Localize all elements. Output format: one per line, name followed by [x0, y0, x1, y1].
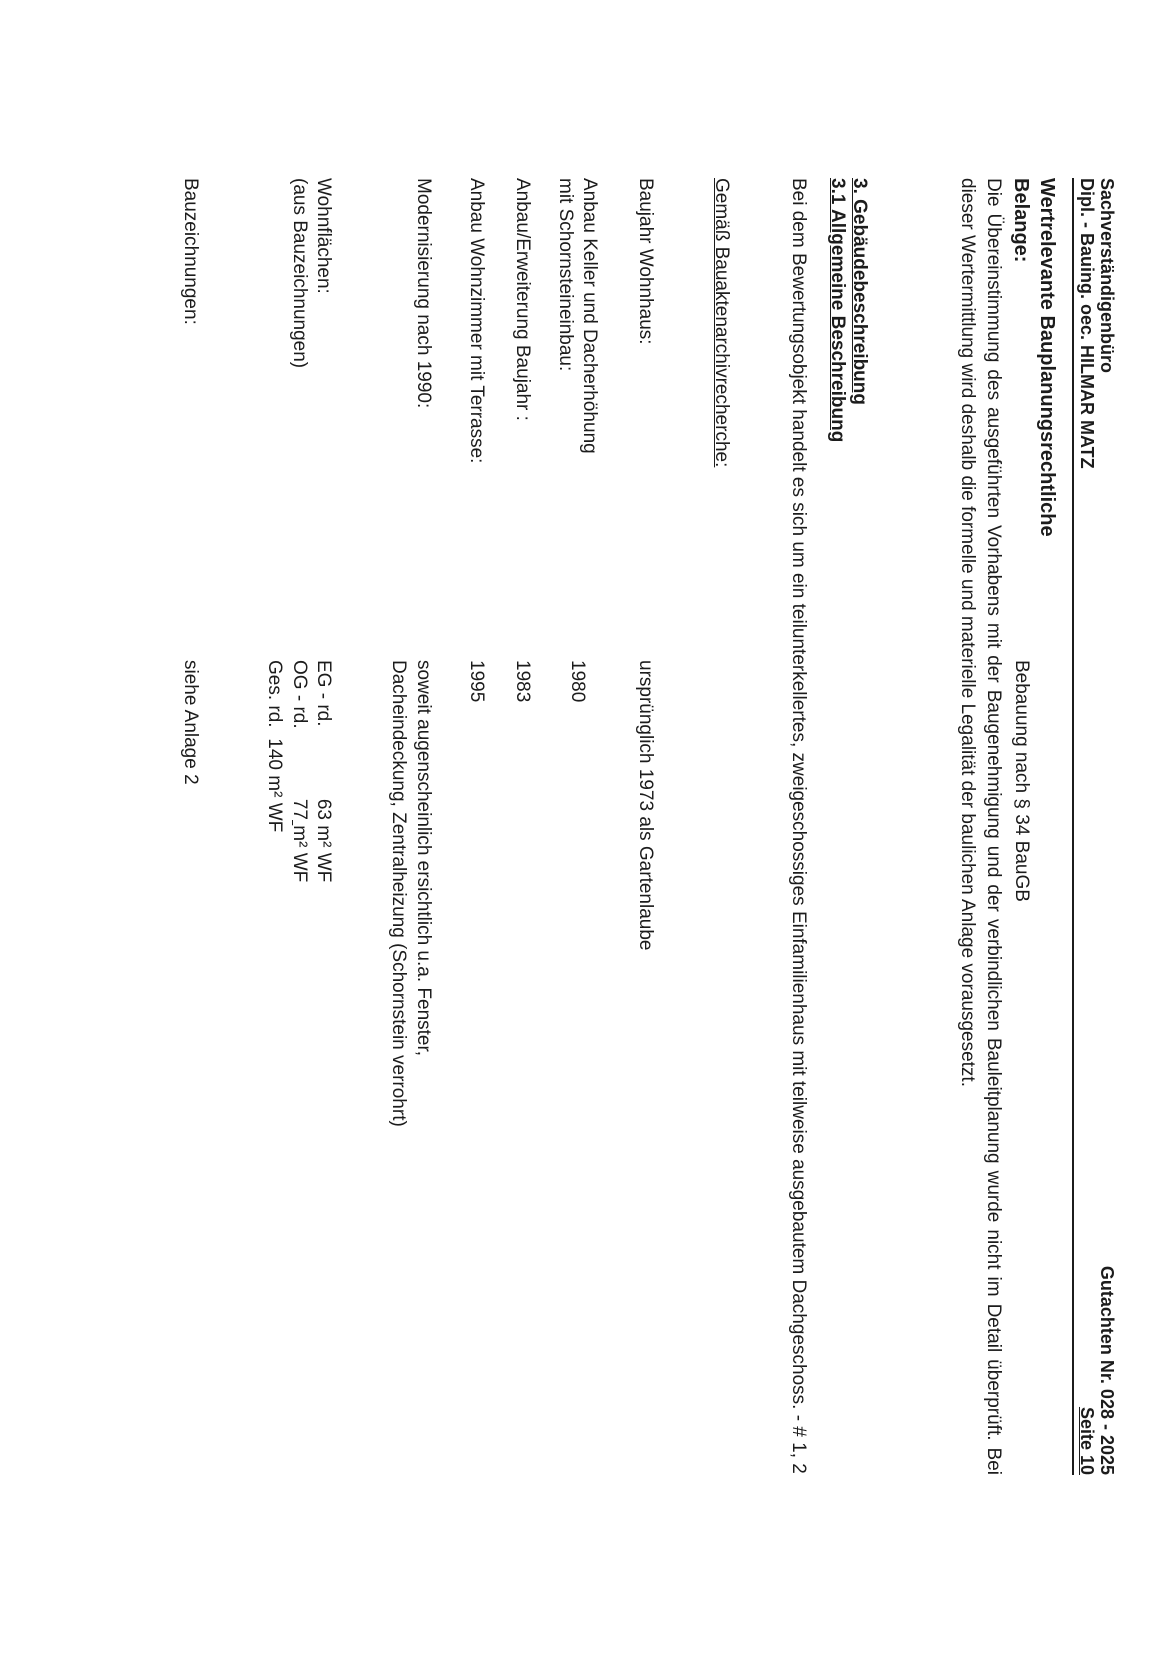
header-right: [1077, 1120, 1117, 1475]
report-number: Gutachten Nr. 028 - 2025: [1097, 1265, 1117, 1475]
areas-label-line2: (aus Bauzeichnungen): [289, 178, 310, 369]
section-heading: 3. Gebäudebeschreibung: [849, 178, 870, 405]
keller-label-line2: mit Schornsteineinbau:: [555, 178, 576, 372]
area-floor: Ges. rd.: [264, 660, 285, 728]
area-row: [287, 660, 311, 882]
area-unit: m² WF: [289, 825, 310, 883]
header-rule: [1072, 178, 1074, 1475]
page-number: Seite 10: [1077, 1406, 1097, 1475]
planning-value: Bebauung nach § 34 BauGB: [1011, 660, 1032, 902]
archive-heading: Gemäß Bauaktenarchivrecherche:: [711, 178, 732, 468]
baujahr-value: ursprünglich 1973 als Gartenlaube: [635, 660, 656, 951]
baujahr-label: Baujahr Wohnhaus:: [635, 178, 656, 345]
drawings-value: siehe Anlage 2: [180, 660, 201, 785]
area-unit: m² WF: [264, 775, 285, 833]
area-floor: OG - rd.: [289, 660, 310, 729]
area-unit: m² WF: [313, 825, 334, 883]
modernisierung-value: soweit augenscheinlich ersichtlich u.a. Fenster,: [413, 660, 434, 1057]
wohnzimmer-label: Anbau Wohnzimmer mit Terrasse:: [466, 178, 487, 464]
header-left: [1077, 178, 1117, 469]
erweiterung-label: Anbau/Erweiterung Baujahr :: [512, 178, 533, 421]
area-value: 77: [289, 798, 310, 820]
drawings-label: Bauzeichnungen:: [180, 178, 201, 325]
area-value: 140: [264, 738, 285, 770]
planning-paragraph: Die Übereinstimmung des ausgeführten Vorhabens mit der Baugenehmigung und der verbindlichen Bauleitplanung wurde nicht im Detail überprüft. Bei dieser Wertermittlung wird deshalb die formelle und materielle Legalität der baulichen Anlage vorausgesetzt.: [957, 178, 1004, 1475]
area-row-total: [262, 660, 286, 832]
description-paragraph: Bei dem Bewertungsobjekt handelt es sich um ein teilunterkellertes, zweigeschossiges Einfamilienhaus mit teilweise ausgebautem Dachgeschoss. - # 1, 2: [788, 178, 809, 1474]
modernisierung-label: Modernisierung nach 1990:: [413, 178, 434, 409]
area-floor: EG - rd.: [313, 660, 334, 727]
areas-label: Wohnflächen:: [313, 178, 334, 294]
section-subheading: 3.1 Allgemeine Beschreibung: [827, 178, 848, 443]
area-value: 63: [313, 798, 334, 820]
modernisierung-value-line2: Dacheindeckung, Zentralheizung (Schornstein verrohrt): [388, 660, 409, 1127]
planning-heading-line2: Belange:: [1010, 178, 1032, 263]
author-name: Dipl. - Bauing. oec. HILMAR MATZ: [1077, 178, 1097, 469]
office-name: Sachverständigenbüro: [1097, 178, 1117, 374]
area-row: [311, 660, 335, 882]
keller-label: Anbau Keller und Dacherhöhung: [579, 178, 600, 454]
planning-heading: Wertrelevante Bauplanungsrechtliche: [1036, 178, 1058, 537]
erweiterung-value: 1983: [512, 660, 533, 703]
wohnzimmer-value: 1995: [466, 660, 487, 703]
keller-value: 1980: [567, 660, 588, 703]
